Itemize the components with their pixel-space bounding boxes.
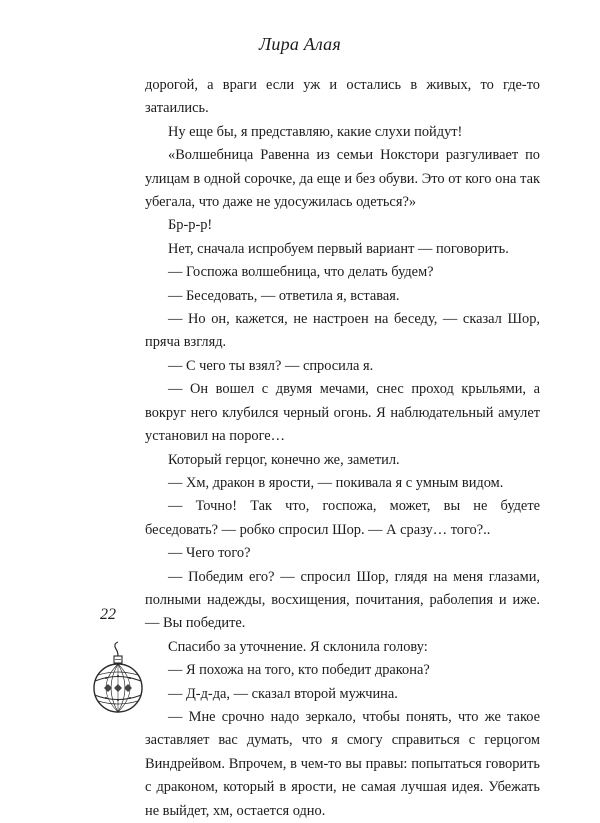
ornament-bauble-icon: [92, 640, 144, 716]
paragraph: Ну еще бы, я представляю, какие слухи пойдут!: [168, 123, 463, 140]
paragraph: — Хм, дракон в ярости, — покивала я с умным видом.: [168, 474, 504, 491]
paragraph: Который герцог, конечно же, заметил.: [168, 451, 400, 468]
paragraph: — Точно! Так что, госпожа, может, вы не будете беседовать? — робко спросил Шор. — А сразу… того?..: [145, 498, 540, 538]
paragraph: дорогой, а враги если уж и остались в живых, то где-то затаились.: [145, 77, 540, 117]
paragraph: Спасибо за уточнение. Я склонила голову:: [168, 638, 428, 655]
paragraph: — Я похожа на того, кто победит дракона?: [168, 662, 430, 679]
paragraph: «Волшебница Равенна из семьи Нокстори разгуливает по улицам в одной сорочке, да еще и без обуви. Это от кого она так убегала, что даже не удосужилась одеться?»: [145, 147, 540, 211]
paragraph: — Победим его? — спросил Шор, глядя на меня глазами, полными надежды, восхищения, почитания, раболепия и иже. — Вы победите.: [145, 568, 540, 632]
paragraph: — Беседовать, — ответила я, вставая.: [168, 287, 400, 304]
paragraph: Бр-р-р!: [168, 217, 213, 234]
body-text: [145, 74, 540, 823]
paragraph: Нет, сначала испробуем первый вариант — поговорить.: [168, 240, 509, 257]
paragraph: — Он вошел с двумя мечами, снес проход крыльями, а вокруг него клубился черный огонь. Я наблюдательный амулет установил на пороге…: [145, 381, 540, 445]
paragraph: — Госпожа волшебница, что делать будем?: [168, 264, 434, 281]
paragraph: — Мне срочно надо зеркало, чтобы понять, что же такое заставляет вас думать, что я смогу справиться с герцогом Виндрейвом. Впрочем, в чем-то вы правы: попытаться говорить с драконом, который в ярости, не самая лучшая идея. Убежать не выйдет, хм, остается одно.: [145, 708, 540, 819]
paragraph: — Чего того?: [168, 545, 251, 562]
paragraph: — Д-д-да, — сказал второй мужчина.: [168, 685, 398, 702]
page-number: 22: [100, 606, 116, 623]
paragraph: — Но он, кажется, не настроен на беседу, — сказал Шор, пряча взгляд.: [145, 311, 540, 351]
paragraph: — С чего ты взял? — спросила я.: [168, 357, 374, 374]
running-head: Лира Алая: [259, 34, 341, 54]
